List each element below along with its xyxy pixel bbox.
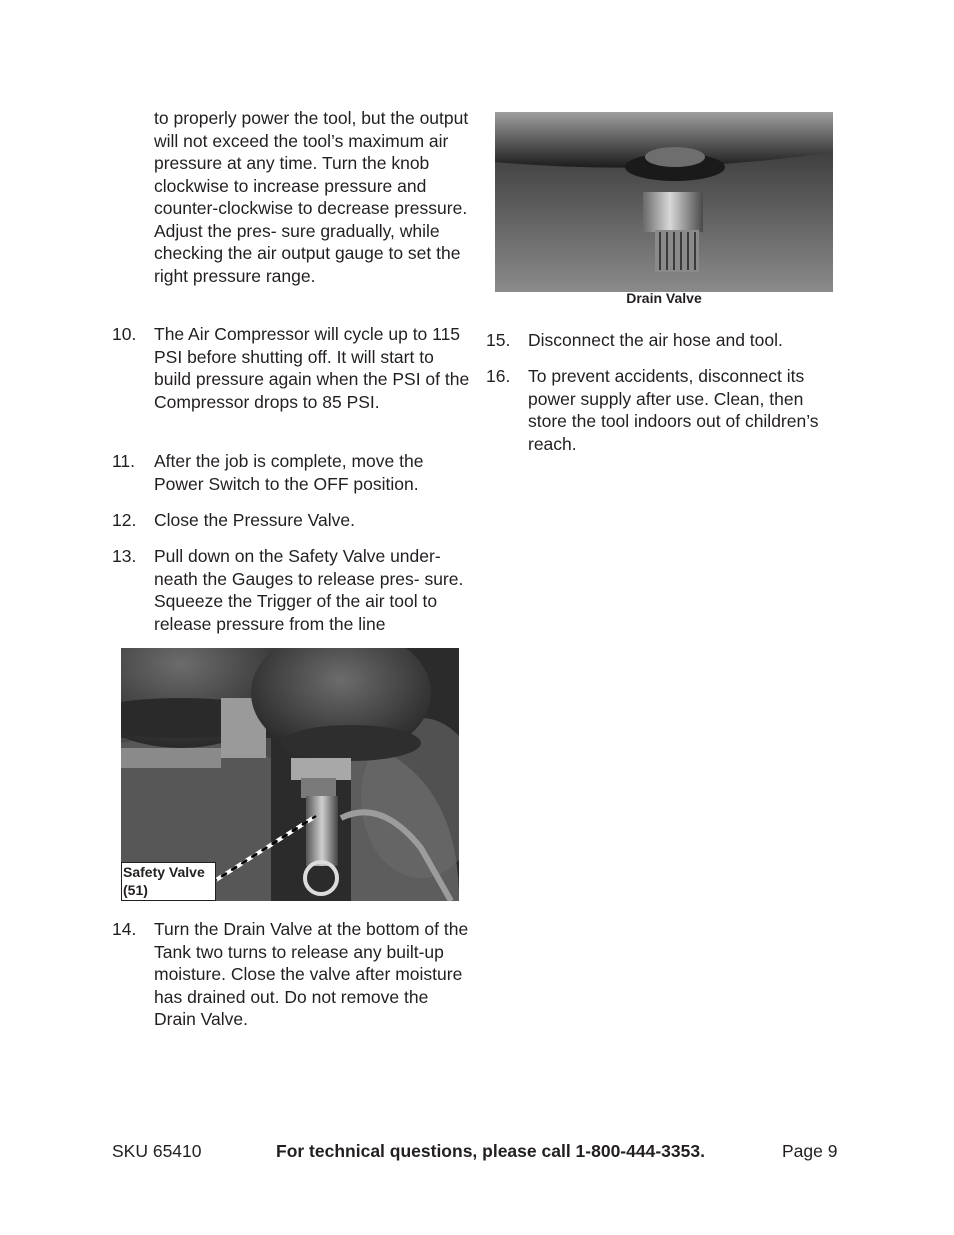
step-number: 10. xyxy=(112,324,137,344)
step-text: Disconnect the air hose and tool. xyxy=(528,330,783,350)
intro-paragraph: to properly power the tool, but the output will not exceed the tool’s maximum air pressure at any time. Turn the knob clockwise to increase pressure and counter-clockwise to decrease pressure. Adjust the pres- sure gradually, while checking the air output gauge to set the right pressure range. xyxy=(154,108,469,286)
footer-sku: SKU 65410 xyxy=(112,1141,202,1161)
step-number: 14. xyxy=(112,919,137,939)
step-text: Close the Pressure Valve. xyxy=(154,510,356,530)
step-number: 15. xyxy=(486,330,511,350)
step-number: 12. xyxy=(112,510,137,530)
footer-page-number: Page 9 xyxy=(782,1141,838,1161)
step-number: 11. xyxy=(112,451,136,471)
label-line: Safety Valve xyxy=(123,864,205,880)
drain-valve-caption: Drain Valve xyxy=(626,290,702,306)
step-number: 16. xyxy=(486,366,511,386)
step-text: After the job is complete, move the Power Switch to the OFF position. xyxy=(154,451,424,494)
label-line: (51) xyxy=(123,882,148,898)
safety-valve-label xyxy=(121,862,216,901)
drain-valve-photo xyxy=(495,112,833,292)
step-number: 13. xyxy=(112,546,137,566)
footer-support-line: For technical questions, please call 1-800-444-3353. xyxy=(276,1141,705,1161)
step-text: To prevent accidents, disconnect its power supply after use. Clean, then store the tool indoors out of children’s reach. xyxy=(528,366,819,454)
safety-valve-photo xyxy=(121,648,459,901)
step-text: Pull down on the Safety Valve under- neath the Gauges to release pres- sure. Squeeze the Trigger of the air tool to release pressure from the line xyxy=(154,546,464,634)
step-text: Turn the Drain Valve at the bottom of the Tank two turns to release any built-up moisture. Close the valve after moisture has drained out. Do not remove the Drain Valve. xyxy=(154,919,469,1029)
drain-valve-image xyxy=(495,112,833,292)
step-text: The Air Compressor will cycle up to 115 PSI before shutting off. It will start to build pressure again when the PSI of the Compressor drops to 85 PSI. xyxy=(154,324,470,412)
